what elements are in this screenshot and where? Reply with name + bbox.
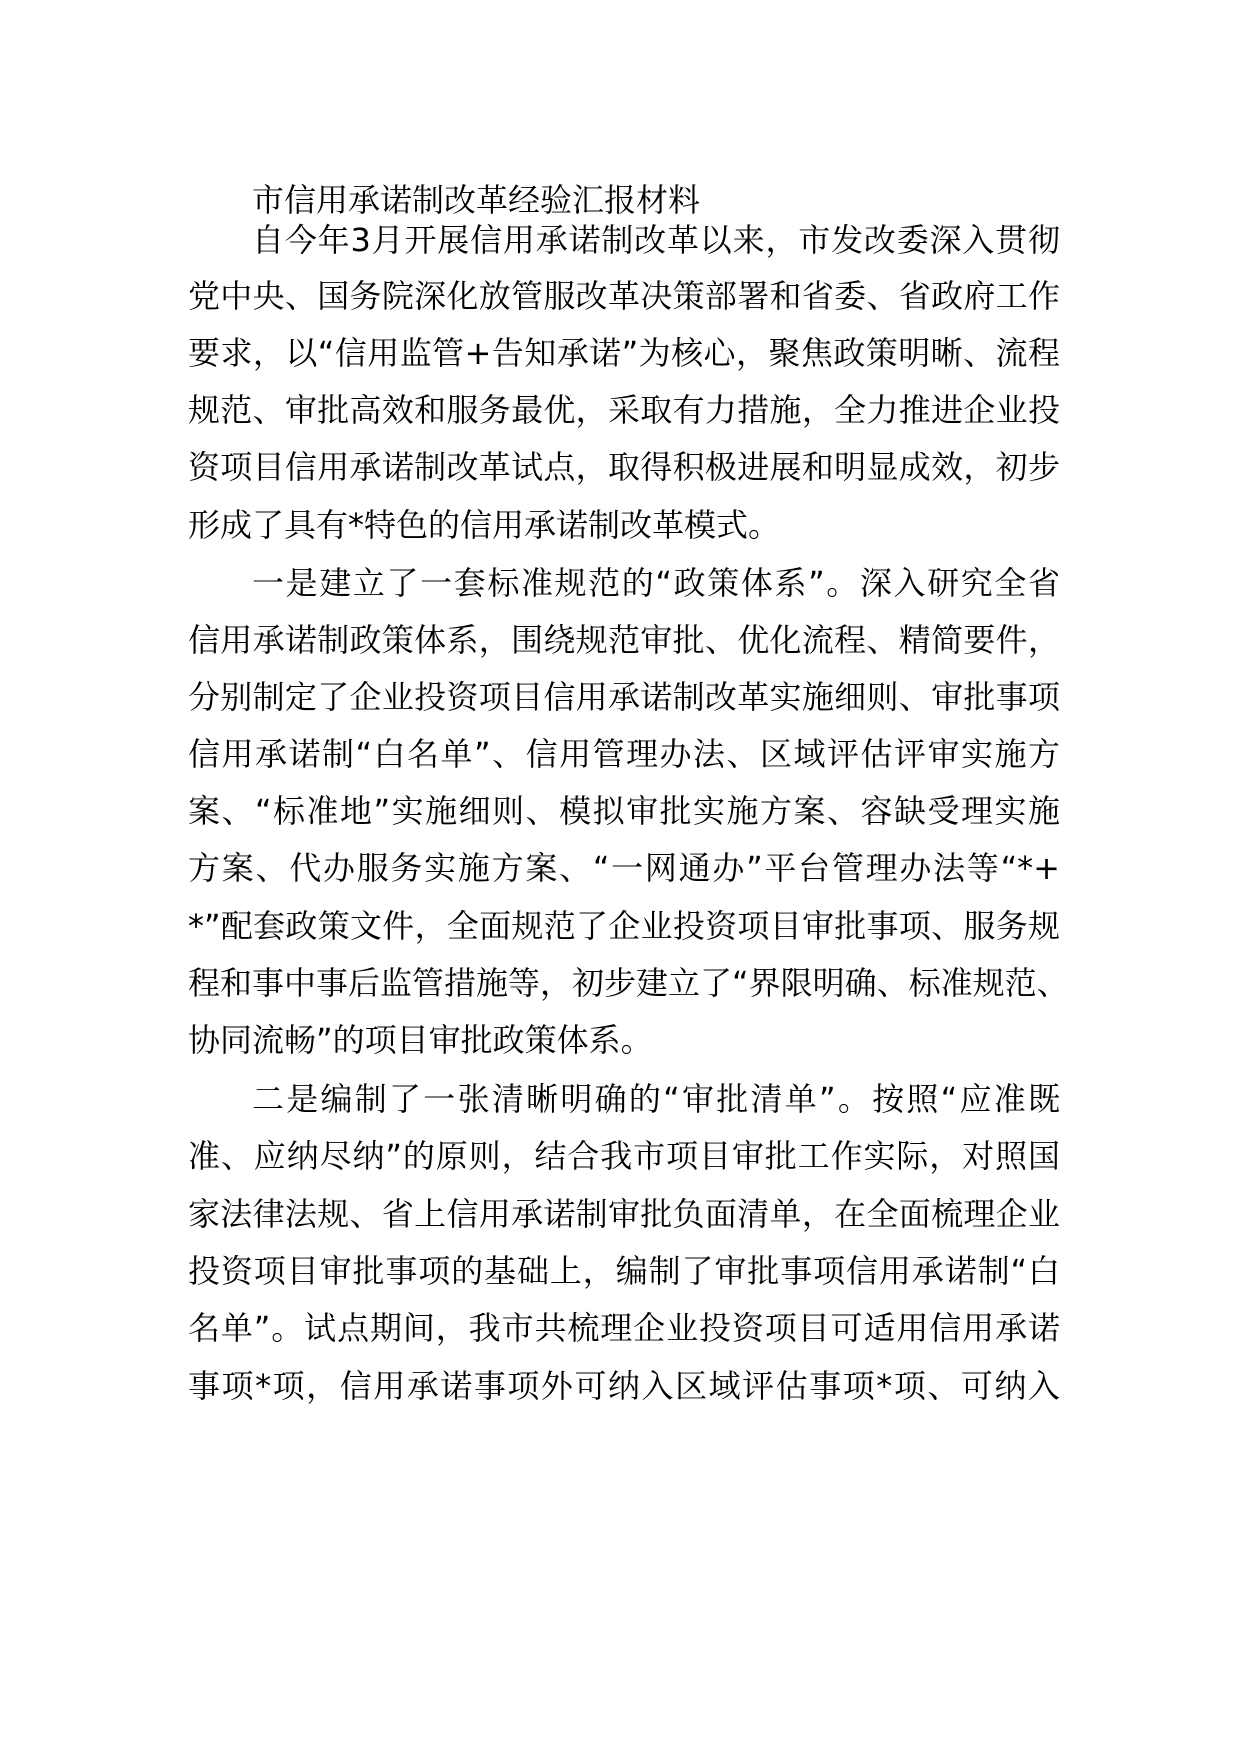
paragraph-2-line-6: 方案、代办服务实施方案、“一网通办”平台管理办法等“*+ [188,849,1060,887]
paragraph-2-line-5: 案、“标准地”实施细则、模拟审批实施方案、容缺受理实施 [188,792,1060,830]
paragraph-2-line-2: 信用承诺制政策体系，围绕规范审批、优化流程、精简要件， [188,621,1060,659]
paragraph-2-line-1: 一是建立了一套标准规范的“政策体系”。深入研究全省 [252,564,1060,602]
paragraph-1-line-3: 要求，以“信用监管+告知承诺”为核心，聚焦政策明晰、流程 [188,334,1060,372]
paragraph-2-line-8: 程和事中事后监管措施等，初步建立了“界限明确、标准规范、 [188,964,1069,1002]
paragraph-2-line-4: 信用承诺制“白名单”、信用管理办法、区域评估评审实施方 [188,735,1060,773]
paragraph-3-line-4: 投资项目审批事项的基础上，编制了审批事项信用承诺制“白 [188,1252,1060,1290]
paragraph-2-line-9: 协同流畅”的项目审批政策体系。 [188,1021,653,1059]
paragraph-3-line-2: 准、应纳尽纳”的原则，结合我市项目审批工作实际，对照国 [188,1137,1060,1175]
paragraph-2-line-7: *”配套政策文件，全面规范了企业投资项目审批事项、服务规 [188,907,1060,945]
document-title: 市信用承诺制改革经验汇报材料 [252,181,701,219]
paragraph-1-line-6: 形成了具有*特色的信用承诺制改革模式。 [188,506,781,544]
paragraph-3-line-5: 名单”。试点期间，我市共梳理企业投资项目可适用信用承诺 [188,1309,1060,1347]
paragraph-1-line-5: 资项目信用承诺制改革试点，取得积极进展和明显成效，初步 [188,448,1060,486]
paragraph-1-line-1: 自今年3月开展信用承诺制改革以来，市发改委深入贯彻 [252,221,1060,259]
paragraph-1-line-2: 党中央、国务院深化放管服改革决策部署和省委、省政府工作 [188,277,1060,315]
paragraph-1-line-4: 规范、审批高效和服务最优，采取有力措施，全力推进企业投 [188,391,1060,429]
paragraph-3-line-1: 二是编制了一张清晰明确的“审批清单”。按照“应准既 [252,1080,1060,1118]
paragraph-3-line-6: 事项*项，信用承诺事项外可纳入区域评估事项*项、可纳入 [188,1367,1060,1405]
paragraph-2-line-3: 分别制定了企业投资项目信用承诺制改革实施细则、审批事项 [188,678,1060,716]
paragraph-3-line-3: 家法律法规、省上信用承诺制审批负面清单，在全面梳理企业 [188,1195,1060,1233]
